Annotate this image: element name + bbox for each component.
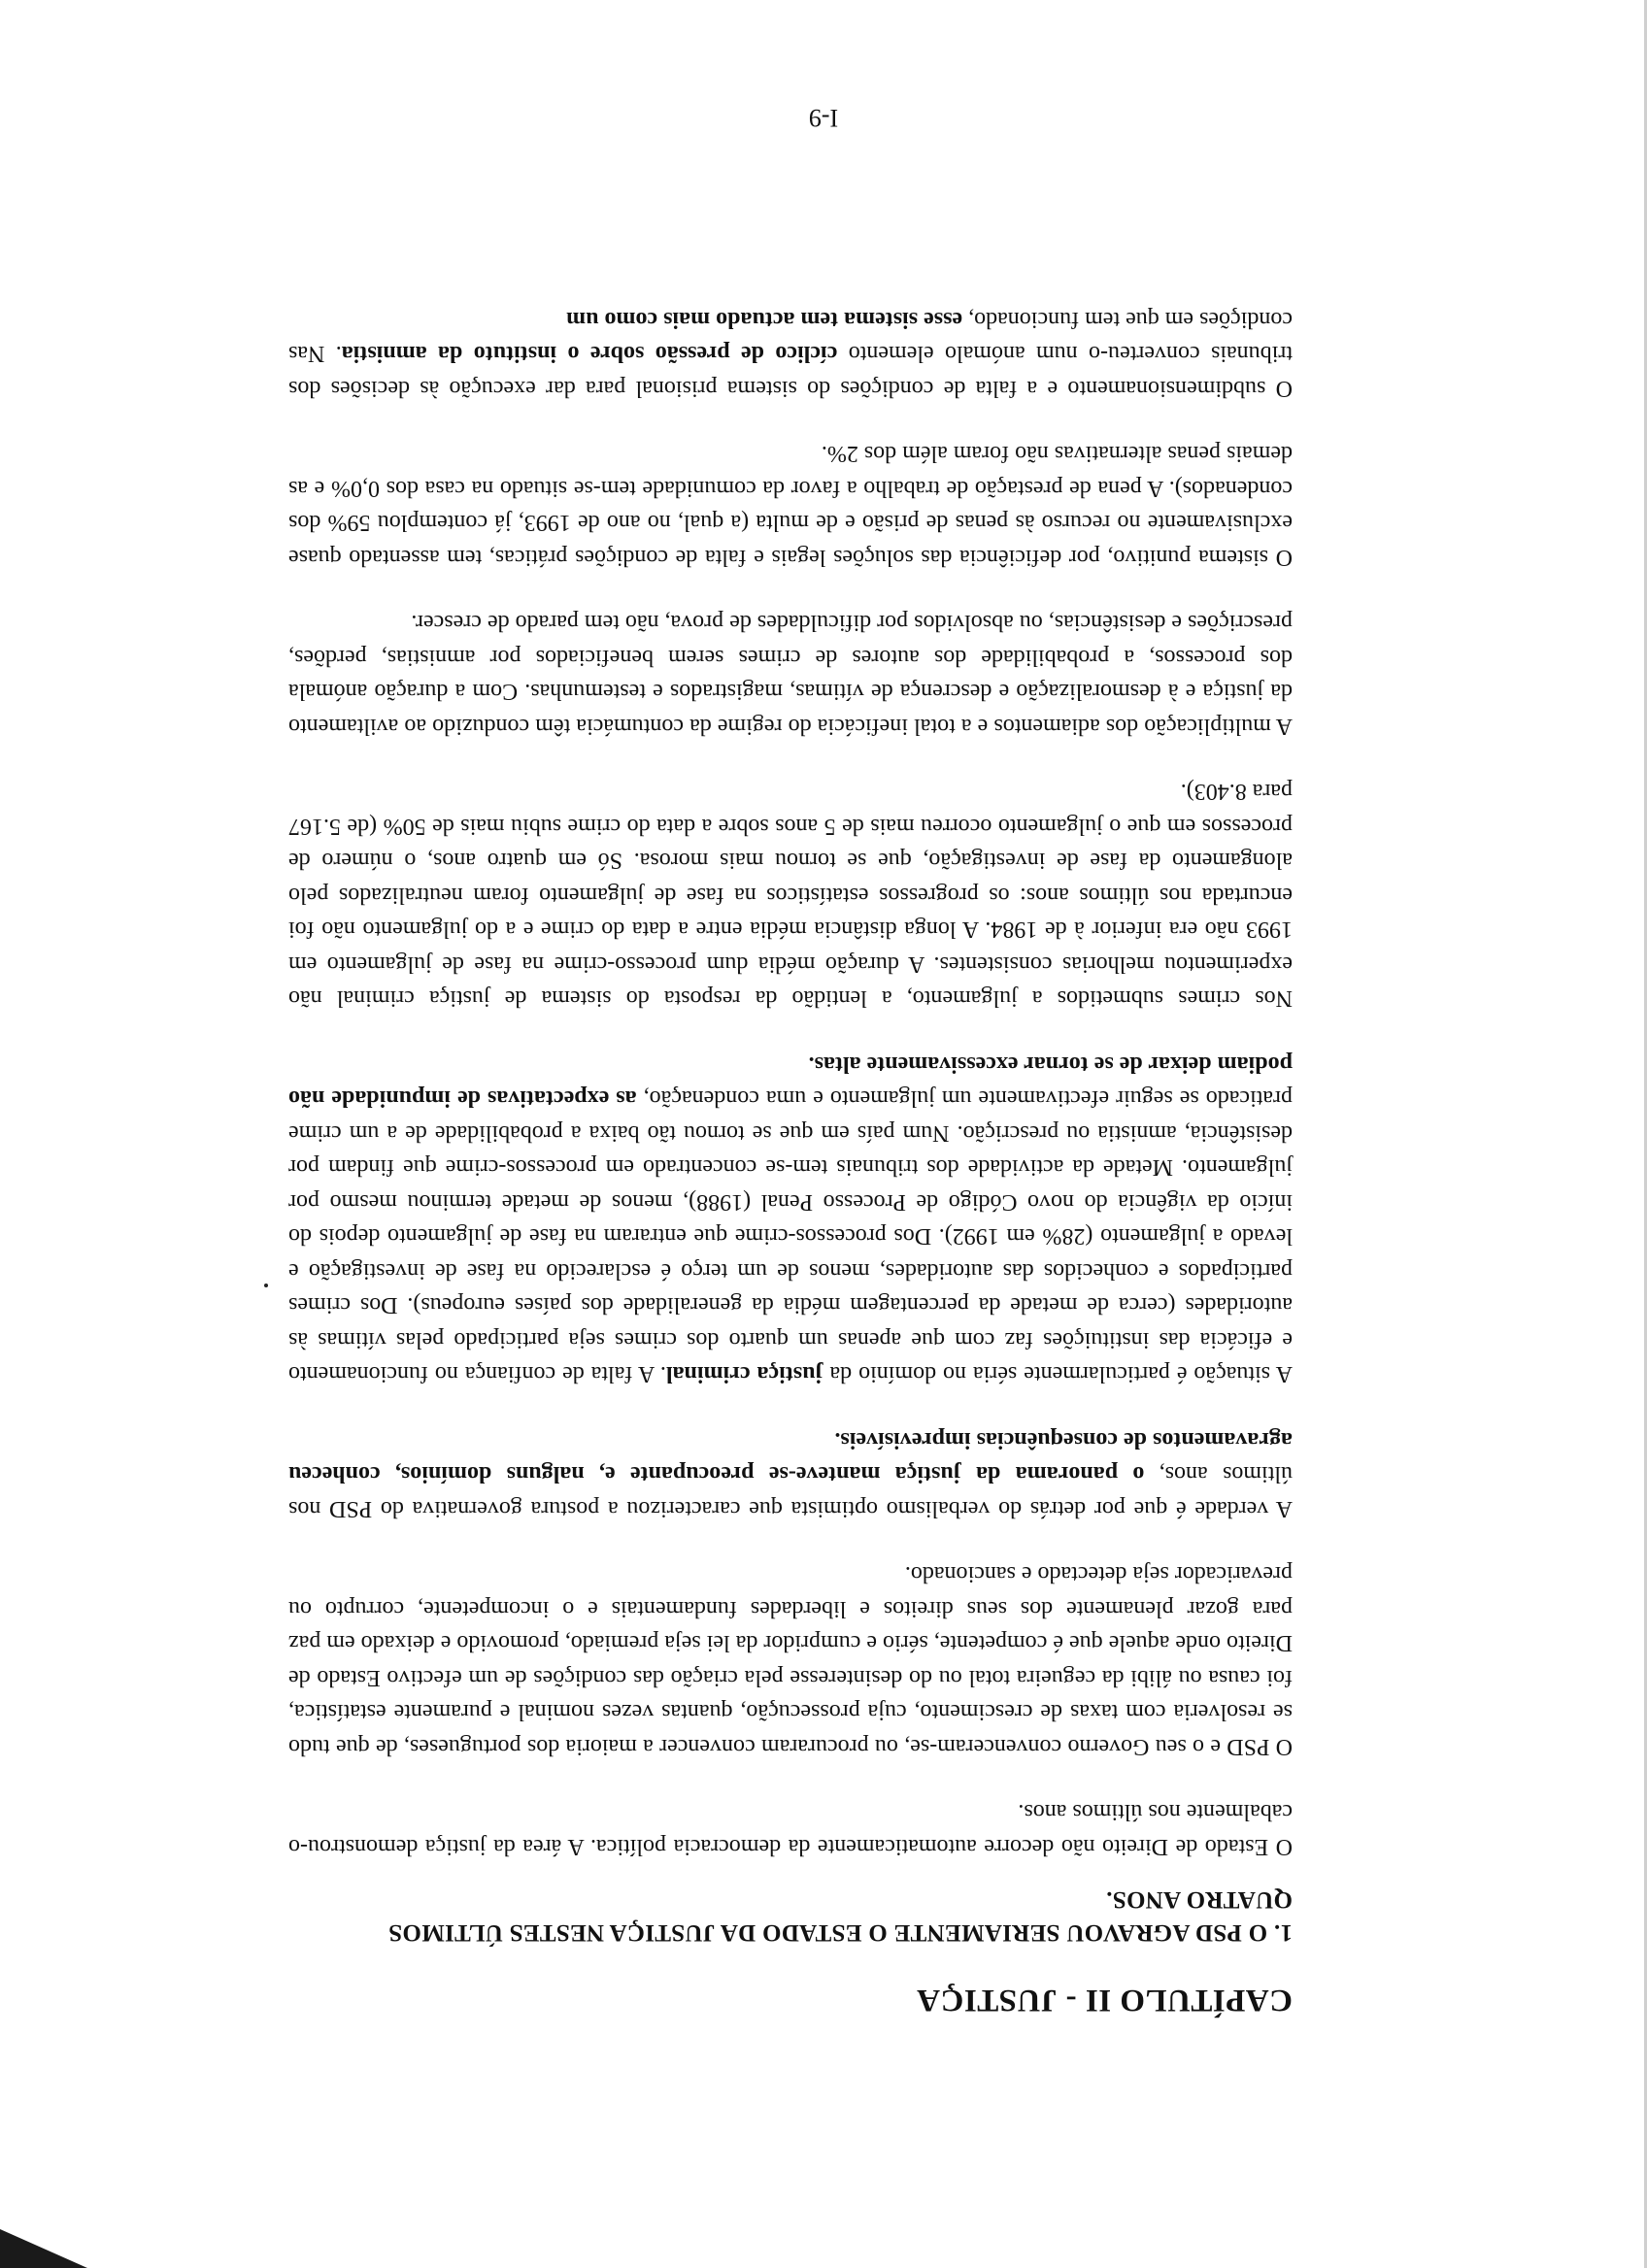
paragraph-3-emphasis: o panorama da justiça manteve-se preocupante e, nalguns domínios, conheceu agravamentos de consequências imprevisíveis. (288, 1427, 1293, 1487)
paragraph-4 (288, 1047, 1293, 1391)
paragraph-2: O PSD e o seu Governo convenceram-se, ou procuraram convencer a maioria dos portugueses, de que tudo se resolveria com taxas de crescimento, cuja prossecução, quantas vezes nominal e puramente estatística, foi causa ou álibi da cegueira total ou do desinteresse pela criação das condições de um efectivo Estado de Direito onde aquele que é competente, sério e cumpridor da lei seja premiado, promovido e deixado em paz para gozar plenamente dos seus direitos e liberdades fundamentais e o incompetente, corrupto ou prevaricador seja detectado e sancionado. (288, 1561, 1293, 1759)
paragraph-6: A multiplicação dos adiamentos e a total ineficácia do regime da contumácia têm conduzido ao aviltamento da justiça e à desmoralização e descrença de vítimas, magistrados e testemunhas. Com a duração anómala dos processos, a probabilidade dos autores de crimes serem beneficiados por amnistias, perdões, prescrições e desistências, ou absolvidos por dificuldades de prova, não tem parado de crescer. (288, 610, 1293, 739)
paragraph-4-text-a: A situação é particularmente séria no domínio da (823, 1361, 1293, 1387)
page-content (288, 271, 1293, 2018)
paragraph-4-emphasis-b: as expectativas de impunidade não podiam deixar de se tornar excessivamente altas. (287, 1051, 1293, 1112)
paragraph-8-emphasis-b: esse sistema tem actuado mais como um (566, 307, 963, 332)
chapter-title: CAPÍTULO II - JUSTIÇA (916, 1983, 1293, 2018)
paragraph-1: O Estado de Direito não decorre automaticamente da democracia política. A área da justiça demonstrou-o cabalmente nos últimos anos. (288, 1799, 1293, 1859)
paragraph-4-emphasis-a: justiça criminal (665, 1361, 824, 1387)
paragraph-8 (288, 302, 1293, 406)
section-title-line1: 1. O PSD AGRAVOU SERIAMENTE O ESTADO DA JUSTIÇA NESTES ÚLTIMOS (387, 1919, 1293, 1946)
page-number: I-9 (808, 104, 839, 132)
paragraph-3-text: A verdade é que por detrás do verbalismo optimista que caracterizou a postura governativa do PSD nos últimos anos, (288, 1461, 1293, 1521)
paragraph-4-text-b: . A falta de confiança no funcionamento e eficácia das instituições faz com que apenas um quarto dos crimes seja participado pelas vítimas às autoridades (cerca de metade da percentagem média da generalidade dos países europeus). Dos crimes participados e conhecidos das autoridades, menos de um terço é esclarecido na fase de investigação e levado a julgamento (28% em 1992). Dos processos-crime que entraram na fase de julgamento depois do início da vigência do novo Código de Processo Penal (1988), menos de metade terminou mesmo por julgamento. Metade da actividade dos tribunais tem-se concentrado em processos-crime que findam por desistência, amnistia ou prescrição. Num país em que se tornou tão baixa a probabilidade de a um crime praticado se seguir efectivamente um julgamento e uma condenação, (287, 1085, 1293, 1387)
scan-corner-artifact (0, 2229, 87, 2268)
scan-speck (264, 1284, 268, 1287)
paragraph-8-text-b: . Nas condições em que tem funcionado, (288, 307, 1293, 367)
paragraph-8-text-a: O subdimensionamento e a falta de condições do sistema prisional para dar execução às decisões dos tribunais converteu-o num anómalo elemento (288, 341, 1293, 401)
section-title-line2: QUATRO ANOS. (1105, 1886, 1293, 1913)
section-title (288, 1883, 1293, 1949)
paragraph-3 (288, 1422, 1293, 1526)
paragraph-7: O sistema punitivo, por deficiência das soluções legais e falta de condições práticas, tem assentado quase exclusivamente no recurso às penas de prisão e de multa (a qual, no ano de 1993, já contemplou 59% dos condenados). A pena de prestação de trabalho a favor da comunidade tem-se situado na casa dos 0,0% e as demais penas alternativas não foram além dos 2%. (288, 441, 1293, 570)
paragraph-5: Nos crimes submetidos a julgamento, a lentidão da resposta do sistema de justiça criminal não experimentou melhorias consistentes. A duração média dum processo-crime na fase de julgamento em 1993 não era inferior à de 1984. A longa distância média entre a data do crime e a do julgamento não foi encurtada nos últimos anos: os progressos estatísticos na fase de julgamento foram neutralizados pelo alongamento da fase de investigação, que se tornou mais morosa. Só em quatro anos, o número de processos em que o julgamento ocorreu mais de 5 anos sobre a data do crime subiu mais de 50% (de 5.167 para 8.403). (288, 779, 1293, 1012)
paragraph-8-emphasis-a: cíclico de pressão sobre o instituto da amnistia (341, 341, 838, 367)
